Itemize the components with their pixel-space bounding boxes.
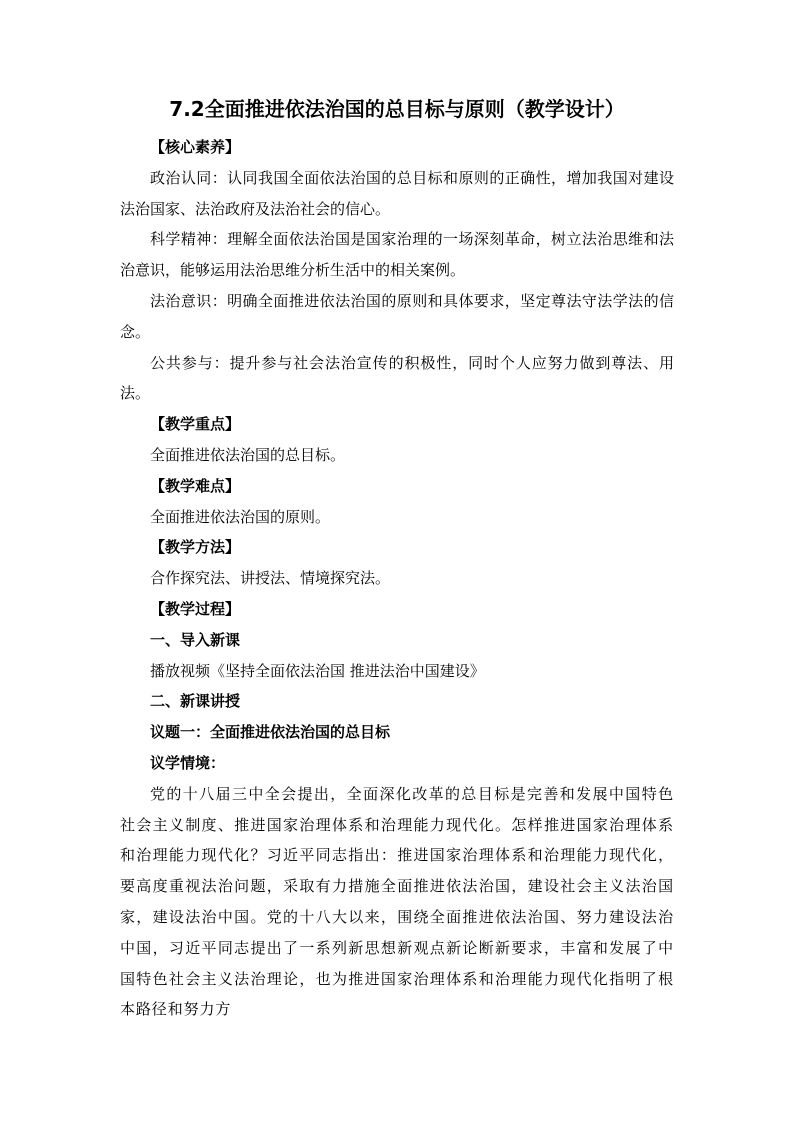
section-heading: 【核心素养】 [150,138,241,156]
section-heading: 议题一：全面推进依法治国的总目标 [150,723,391,742]
body-paragraph: 全面推进依法治国的原则。 [150,507,331,526]
section-heading: 一、导入新课 [150,630,241,649]
section-heading: 【教学方法】 [150,538,241,557]
section-heading: 【教学重点】 [150,415,241,434]
body-paragraph: 全面推进依法治国的总目标。 [150,445,346,464]
section-heading: 【教学过程】 [150,599,241,618]
document-body [120,132,674,1025]
body-paragraph: 合作探究法、讲授法、情境探究法。 [150,569,391,588]
body-paragraph: 法治意识：明确全面推进依法治国的原则和具体要求，坚定尊法守法学法的信念。 [120,291,674,341]
body-paragraph: 政治认同：认同我国全面依法治国的总目标和原则的正确性，增加我国对建设法治国家、法治政府及法治社会的信心。 [120,168,674,218]
body-paragraph: 公共参与：提升参与社会法治宣传的积极性，同时个人应努力做到尊法、用法。 [120,353,674,403]
document-title: 7.2全面推进依法治国的总目标与原则（教学设计） [169,97,625,121]
body-paragraph: 科学精神：理解全面依法治国是国家治理的一场深刻革命，树立法治思维和法治意识，能够运用法治思维分析生活中的相关案例。 [120,230,674,280]
section-heading: 【教学难点】 [150,476,241,495]
section-heading: 议学情境： [150,753,226,772]
body-paragraph: 播放视频《坚持全面依法治国 推进法治中国建设》 [150,661,485,680]
body-paragraph: 党的十八届三中全会提出，全面深化改革的总目标是完善和发展中国特色社会主义制度、推进国家治理体系和治理能力现代化。怎样推进国家治理体系和治理能力现代化？习近平同志指出：推进国家治理体系和治理能力现代化，要高度重视法治问题，采取有力措施全面推进依法治国，建设社会主义法治国家，建设法治中国。党的十八大以来，围绕全面推进依法治国、努力建设法治中国，习近平同志提出了一系列新思想新观点新论断新要求，丰富和发展了中国特色社会主义法治理论，也为推进国家治理体系和治理能力现代化指明了根本路径和努力方 [120,784,674,1019]
section-heading: 二、新课讲授 [150,692,241,711]
